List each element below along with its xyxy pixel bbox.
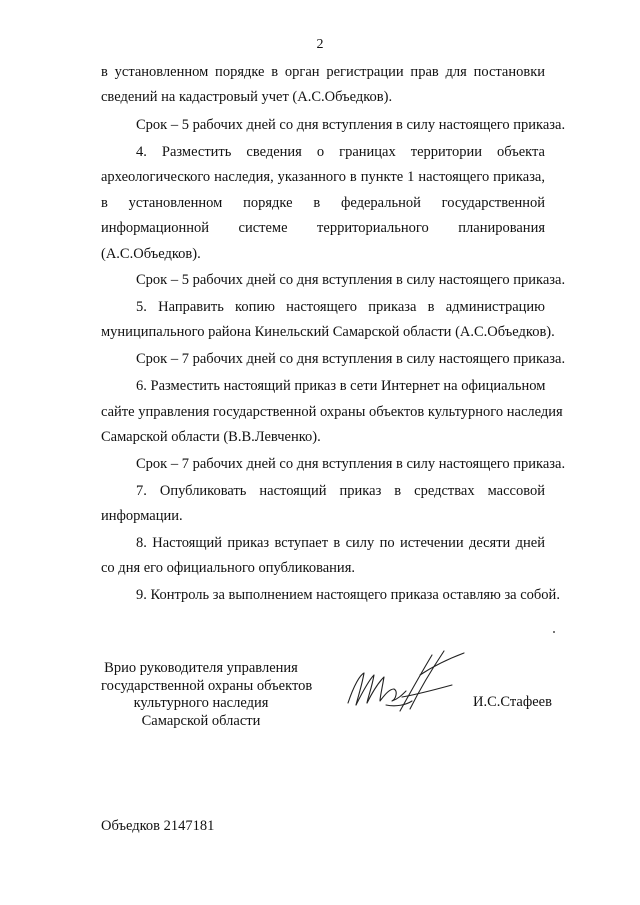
body-line: сведений на кадастровый учет (А.С.Объедков).: [101, 89, 393, 105]
body-line: 8. Настоящий приказ вступает в силу по истечении десяти дней: [136, 535, 545, 551]
body-line: Срок – 5 рабочих дней со дня вступления в силу настоящего приказа.: [136, 272, 566, 288]
body-line: (А.С.Объедков).: [101, 246, 201, 262]
handwritten-signature: [340, 645, 470, 725]
signature-drawing: [340, 645, 470, 720]
signatory-title-line: государственной охраны объектов: [101, 677, 313, 694]
body-line: Срок – 7 рабочих дней со дня вступления в силу настоящего приказа.: [136, 456, 566, 472]
body-line: Срок – 7 рабочих дней со дня вступления в силу настоящего приказа.: [136, 351, 566, 367]
body-line: 6. Разместить настоящий приказ в сети Интернет на официальном: [136, 378, 546, 394]
body-line: в установленном порядке в орган регистрации прав для постановки: [101, 64, 545, 80]
page-number: 2: [316, 37, 324, 52]
executor-note: Объедков 2147181: [101, 818, 215, 834]
body-line: информационной системе территориального планирования: [101, 220, 545, 236]
body-line: муниципального района Кинельский Самарской области (А.С.Объедков).: [101, 324, 555, 340]
signatory-title-line: Врио руководителя управления: [104, 660, 298, 676]
body-line: информации.: [101, 508, 183, 524]
signatory-name: И.С.Стафеев: [473, 694, 552, 710]
signatory-title: [101, 660, 313, 730]
body-line: 5. Направить копию настоящего приказа в администрацию: [136, 299, 545, 315]
scan-speck: [553, 631, 555, 633]
body-line: Самарской области (В.В.Левченко).: [101, 429, 321, 445]
body-line: археологического наследия, указанного в пункте 1 настоящего приказа,: [101, 169, 545, 185]
signatory-title-line: Самарской области: [141, 712, 261, 729]
body-line: в установленном порядке в федеральной государственной: [101, 195, 545, 211]
signatory-title-line: культурного наследия: [133, 695, 269, 711]
body-line: 7. Опубликовать настоящий приказ в средствах массовой: [136, 483, 545, 499]
body-line: 9. Контроль за выполнением настоящего приказа оставляю за собой.: [136, 587, 560, 603]
body-line: со дня его официального опубликования.: [101, 560, 355, 576]
body-line: Срок – 5 рабочих дней со дня вступления в силу настоящего приказа.: [136, 117, 566, 133]
body-line: сайте управления государственной охраны объектов культурного наследия: [101, 404, 563, 420]
body-line: 4. Разместить сведения о границах территории объекта: [136, 144, 545, 160]
